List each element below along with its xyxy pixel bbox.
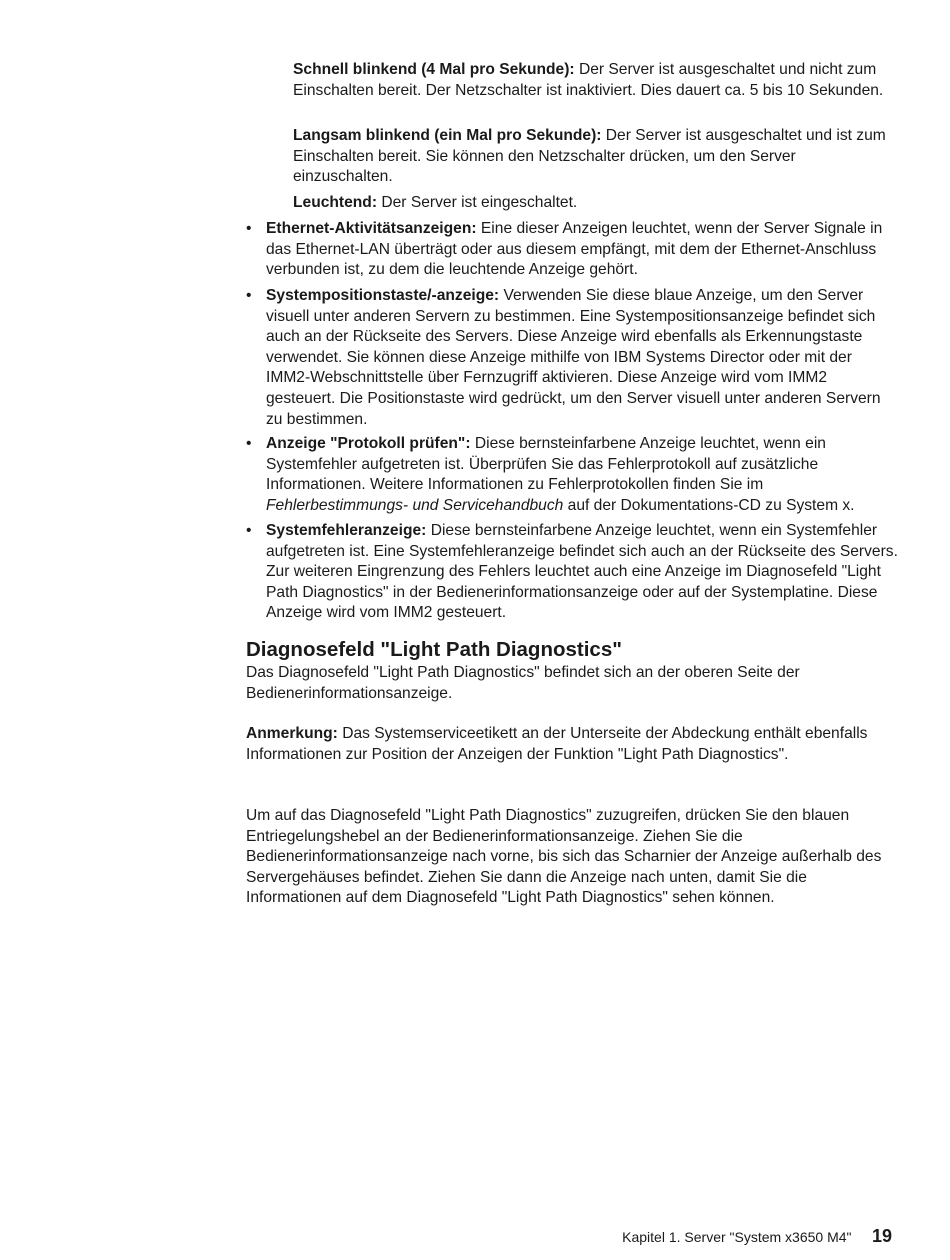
term: Systemfehleranzeige: [266,522,427,539]
bullet-check-log [246,434,898,516]
bullet-ethernet-activity [246,219,898,281]
term: Systempositionstaste/-anzeige: [266,287,500,304]
description: Eine dieser Anzeigen leuchtet, wenn der Server Signale in das Ethernet-LAN überträgt oder aus diesem empfängt, mit dem der Ethernet-Anschluss verbunden ist, zu dem die leuchtende Anzeige gehört. [266,220,883,279]
description: Der Server ist ausgeschaltet und nicht zum Einschalten bereit. Der Netzschalter ist inaktiviert. Dies dauert ca. 5 bis 10 Sekunden. [293,61,884,99]
bullet-system-error [246,521,898,624]
led-state-fast-blink [293,60,898,101]
description: Diese bernsteinfarbene Anzeige leuchtet, wenn ein Systemfehler aufgetreten ist. Eine Systemfehleranzeige befindet sich auch an der Rückseite des Servers. Zur weiteren Eingrenzung des Fehlers leuchtet auch eine Anzeige im Diagnosefeld "Light Path Diagnostics" in der Bedienerinformationsanzeige oder auf der Systemplatine. Diese Anzeige wird vom IMM2 gesteuert. [266,522,898,622]
term: Langsam blinkend (ein Mal pro Sekunde): [293,127,602,144]
term: Schnell blinkend (4 Mal pro Sekunde): [293,61,575,78]
note-text: Das Systemserviceetikett an der Unterseite der Abdeckung enthält ebenfalls Informationen zur Position der Anzeigen der Funktion "Light Path Diagnostics". [246,725,868,763]
term: Leuchtend: [293,194,378,211]
access-instructions: Um auf das Diagnosefeld "Light Path Diagnostics" zuzugreifen, drücken Sie den blauen Entriegelungshebel an der Bedienerinformationsanzeige. Ziehen Sie die Bedienerinformationsanzeige nach vorne, bis sich das Scharnier der Anzeige außerhalb des Servergehäuses befindet. Ziehen Sie dann die Anzeige nach unten, damit Sie die Informationen auf dem Diagnosefeld "Light Path Diagnostics" sehen können. [246,807,882,907]
bullet-marker: • [246,287,252,304]
section-intro: Das Diagnosefeld "Light Path Diagnostics" befindet sich an der oberen Seite der Bedienerinformationsanzeige. [246,664,800,702]
note-label: Anmerkung: [246,725,338,742]
led-state-slow-blink [293,126,898,188]
section-heading: Diagnosefeld "Light Path Diagnostics" [246,638,622,661]
bullet-marker: • [246,220,252,237]
description: Der Server ist ausgeschaltet und ist zum Einschalten bereit. Sie können den Netzschalter drücken, um den Server einzuschalten. [293,127,886,186]
term: Ethernet-Aktivitätsanzeigen: [266,220,477,237]
description: Diese bernsteinfarbene Anzeige leuchtet, wenn ein Systemfehler aufgetreten ist. Überprüfen Sie das Fehlerprotokoll auf zusätzliche Informationen. Weitere Informationen zu Fehlerprotokollen finden Sie im [266,435,826,494]
bullet-marker: • [246,522,252,539]
description: Verwenden Sie diese blaue Anzeige, um den Server visuell unter anderen Servern zu bestimmen. Eine Systempositionsanzeige befindet sich auch an der Rückseite des Servers. Diese Anzeige wird ebenfalls als Erkennungstaste verwendet. Sie können diese Anzeige mithilfe von IBM Systems Director oder mit der IMM2-Webschnittstelle über Fernzugriff aktivieren. Diese Anzeige wird vom IMM2 gesteuert. Die Positionstaste wird gedrückt, um den Server visuell unter anderen Servern zu bestimmen. [266,287,881,428]
manual-title: Fehlerbestimmungs- und Servicehandbuch [266,496,564,514]
description-continued: auf der Dokumentations-CD zu System x. [567,496,855,514]
bullet-marker: • [246,435,252,452]
note [246,724,898,765]
page-number: 19 [871,1226,892,1246]
led-state-lit [293,193,898,214]
description: Der Server ist eingeschaltet. [381,194,578,211]
bullet-system-locator [246,286,898,430]
chapter-title: Kapitel 1. Server "System x3650 M4" [622,1229,852,1245]
term: Anzeige "Protokoll prüfen": [266,435,471,452]
page-footer [622,1226,892,1247]
